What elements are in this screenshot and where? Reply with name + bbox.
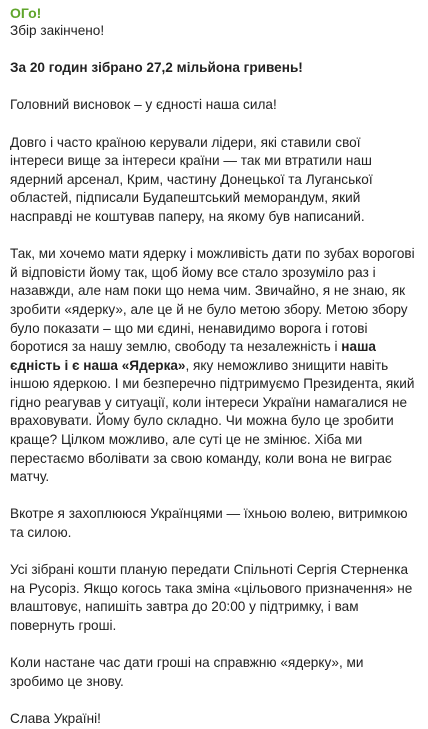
status-text: Збір закінчено! (10, 23, 105, 38)
paragraph-main-part2: , яку неможливо знищити навіть іншою ядеркою. І ми безперечно підтримуємо Президента, який гідно реагував у ситуації, коли інтереси України намагалися не враховувати. Йому було складно. Чи можна було це зробити краще? Цілком можливо, але суті це не змінює. Хіба ми перестаємо вболівати за свою команду, коли вона не виграє матчу. (10, 357, 415, 485)
headline-text: За 20 годин зібрано 27,2 мільйона гривень! (10, 60, 303, 76)
paragraph-main-part1: Так, ми хочемо мати ядерку і можливість дати по зубах ворогові й відповісти йому так, щоб йому все стало зрозуміло раз і назавжди, але нам поки що нема чим. Звичайно, я не знаю, як зробити «ядерку», але це й не було метою збору. Метою збору було показати – що ми єдині, ненавидимо ворога і готові боротися за нашу землю, свободу та незалежність і (10, 246, 415, 355)
paragraph-main (10, 245, 416, 487)
paragraph-future: Коли настане час дати гроші на справжню «ядерку», ми зробимо це знову. (10, 655, 364, 689)
paragraph-glory: Слава Україні! (10, 710, 101, 726)
paragraph-funds: Усі зібрані кошти планую передати Спільноті Сергія Стерненка на Русоріз. Якщо когось така зміна «цільового призначення» не влаштовує, напишіть завтра до 20:00 у підтримку, і вам повернуть гроші. (10, 562, 413, 633)
paragraph-main-bold: наша єдність і є наша «Ядерка» (10, 339, 376, 373)
paragraph-admire: Вкотре я захоплююся Українцями — їхньою волею, витримкою та силою. (10, 506, 408, 541)
headline (10, 59, 416, 78)
author-name[interactable]: ОГо! (10, 5, 42, 21)
paragraph-conclusion: Головний висновок – у єдності наша сила! (10, 97, 277, 113)
paragraph-history: Довго і часто країною керували лідери, які ставили свої інтереси вище за інтереси країни — так ми втратили наш ядерний арсенал, Крим, частину Донецької та Луганської областей, підписали Будапештський меморандум, який насправді не коштував паперу, на якому був написаний. (10, 134, 373, 224)
